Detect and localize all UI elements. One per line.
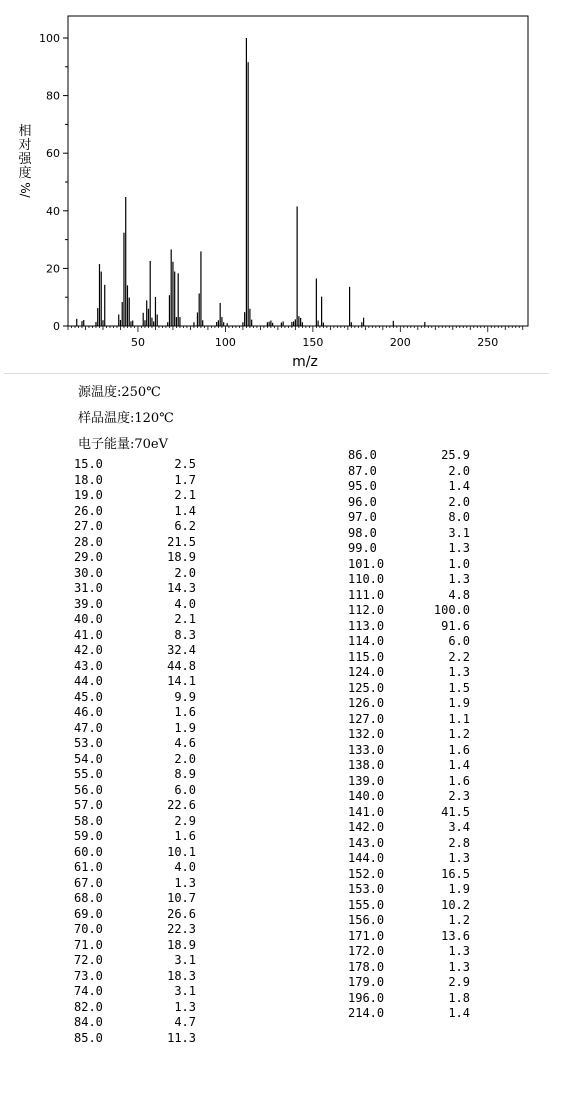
abundance-value: 3.1 xyxy=(174,953,196,967)
mz-value: 54.0 xyxy=(74,751,103,766)
abundance-value: 10.7 xyxy=(167,891,196,905)
mz-value: 98.0 xyxy=(348,525,377,540)
mz-value: 68.0 xyxy=(74,891,103,905)
mz-value: 69.0 xyxy=(74,906,103,921)
peak-table-row xyxy=(74,550,196,566)
abundance-value: 18.9 xyxy=(167,550,196,564)
peak-table-row xyxy=(348,650,470,666)
peak-table-row xyxy=(348,1006,470,1022)
abundance-value: 25.9 xyxy=(441,448,470,462)
peak-table-row xyxy=(74,907,196,923)
abundance-value: 3.1 xyxy=(174,984,196,998)
abundance-value: 2.2 xyxy=(448,649,470,664)
mz-value: 15.0 xyxy=(74,457,103,471)
mz-value: 41.0 xyxy=(74,627,103,642)
peak-table-row xyxy=(74,519,196,535)
abundance-value: 1.4 xyxy=(448,479,470,493)
electron-energy: 电子能量:70eV xyxy=(78,437,169,452)
peak-table-row xyxy=(348,913,470,929)
mz-value: 114.0 xyxy=(348,634,385,648)
abundance-value: 1.4 xyxy=(174,503,196,518)
peak-table-row xyxy=(348,898,470,914)
mz-value: 30.0 xyxy=(74,565,103,580)
mz-value: 113.0 xyxy=(348,618,385,633)
abundance-value: 10.2 xyxy=(441,897,470,912)
y-tick-label: 60 xyxy=(46,147,60,161)
peak-table-row xyxy=(74,814,196,830)
mz-value: 141.0 xyxy=(348,804,385,819)
peak-table-right xyxy=(348,448,470,1022)
x-tick-label: 150 xyxy=(302,336,324,349)
abundance-value: 4.8 xyxy=(448,587,470,602)
peak-table-row xyxy=(74,845,196,861)
mz-value: 53.0 xyxy=(74,736,103,750)
peak-table-row xyxy=(74,566,196,582)
mz-value: 152.0 xyxy=(348,866,385,881)
mz-value: 142.0 xyxy=(348,820,385,834)
peak-table-row xyxy=(74,488,196,504)
abundance-value: 4.7 xyxy=(174,1015,196,1029)
y-tick-label: 20 xyxy=(46,262,60,276)
peak-table-row xyxy=(74,535,196,551)
peak-table-row xyxy=(74,891,196,907)
peak-table-row xyxy=(348,479,470,495)
abundance-value: 2.1 xyxy=(174,488,196,502)
peak-table-row xyxy=(74,767,196,783)
abundance-value: 4.6 xyxy=(174,736,196,750)
mz-value: 72.0 xyxy=(74,953,103,967)
abundance-value: 2.0 xyxy=(174,751,196,766)
abundance-value: 22.3 xyxy=(167,922,196,936)
y-tick-label: 100 xyxy=(39,32,60,45)
mz-value: 143.0 xyxy=(348,835,385,850)
abundance-value: 1.4 xyxy=(448,1006,470,1020)
abundance-value: 1.3 xyxy=(448,851,470,865)
mz-value: 140.0 xyxy=(348,789,385,803)
abundance-value: 1.6 xyxy=(448,742,470,757)
mz-value: 133.0 xyxy=(348,742,385,757)
abundance-value: 6.0 xyxy=(174,782,196,797)
peak-table-row xyxy=(348,557,470,573)
mz-value: 61.0 xyxy=(74,860,103,874)
peak-table-row xyxy=(348,789,470,805)
mz-value: 179.0 xyxy=(348,975,385,989)
x-tick-label: 200 xyxy=(389,336,411,349)
peak-table-row xyxy=(348,758,470,774)
peak-table-row xyxy=(74,1000,196,1016)
abundance-value: 1.5 xyxy=(448,680,470,695)
peak-table-row xyxy=(348,836,470,852)
mz-value: 58.0 xyxy=(74,813,103,828)
abundance-value: 2.1 xyxy=(174,612,196,626)
mz-value: 99.0 xyxy=(348,541,377,555)
peak-table-row xyxy=(74,690,196,706)
y-axis-label xyxy=(17,125,33,197)
abundance-value: 1.2 xyxy=(448,913,470,927)
y-axis-label-char: 相 xyxy=(18,124,32,139)
mz-value: 155.0 xyxy=(348,897,385,912)
mz-value: 172.0 xyxy=(348,944,385,958)
abundance-value: 1.6 xyxy=(174,705,196,719)
mz-value: 67.0 xyxy=(74,875,103,890)
mz-value: 87.0 xyxy=(348,463,377,478)
mz-value: 127.0 xyxy=(348,711,385,726)
mz-value: 29.0 xyxy=(74,550,103,564)
peak-table-row xyxy=(348,603,470,619)
mz-value: 56.0 xyxy=(74,782,103,797)
peak-table-row xyxy=(348,944,470,960)
mz-value: 45.0 xyxy=(74,689,103,704)
abundance-value: 14.1 xyxy=(167,674,196,688)
mz-value: 115.0 xyxy=(348,649,385,664)
mz-value: 27.0 xyxy=(74,519,103,533)
peak-table-row xyxy=(348,495,470,511)
abundance-value: 22.6 xyxy=(167,798,196,812)
abundance-value: 1.0 xyxy=(448,556,470,571)
abundance-value: 11.3 xyxy=(167,1030,196,1045)
abundance-value: 4.0 xyxy=(174,596,196,611)
abundance-value: 21.5 xyxy=(167,534,196,549)
mz-value: 57.0 xyxy=(74,798,103,812)
y-axis-unit: %/ xyxy=(18,182,32,198)
abundance-value: 16.5 xyxy=(441,866,470,881)
separator-line xyxy=(4,373,549,374)
peak-table-row xyxy=(348,510,470,526)
peak-table-row xyxy=(74,457,196,473)
peak-table-row xyxy=(74,721,196,737)
plot-area-frame xyxy=(68,16,528,326)
peak-table-row xyxy=(348,448,470,464)
mz-value: 144.0 xyxy=(348,851,385,865)
peak-table-row xyxy=(348,634,470,650)
abundance-value: 1.3 xyxy=(448,541,470,555)
peak-table-row xyxy=(74,938,196,954)
mz-value: 43.0 xyxy=(74,658,103,673)
mz-value: 74.0 xyxy=(74,984,103,998)
mz-value: 110.0 xyxy=(348,572,385,586)
x-tick-label: 250 xyxy=(477,336,499,349)
mz-value: 153.0 xyxy=(348,882,385,896)
abundance-value: 1.3 xyxy=(448,665,470,679)
mz-value: 132.0 xyxy=(348,727,385,741)
peak-table-row xyxy=(74,860,196,876)
abundance-value: 18.9 xyxy=(167,937,196,952)
peak-table-left xyxy=(74,457,196,1046)
mz-value: 139.0 xyxy=(348,773,385,788)
mz-value: 59.0 xyxy=(74,829,103,843)
mz-value: 46.0 xyxy=(74,705,103,719)
peak-table-row xyxy=(74,953,196,969)
mz-value: 111.0 xyxy=(348,587,385,602)
peak-table-row xyxy=(348,975,470,991)
mz-value: 85.0 xyxy=(74,1030,103,1045)
peak-table-row xyxy=(348,774,470,790)
peak-table-row xyxy=(74,752,196,768)
y-axis-label-char: 度 xyxy=(18,166,32,181)
peak-table-row xyxy=(74,1031,196,1047)
mz-value: 39.0 xyxy=(74,596,103,611)
abundance-value: 3.1 xyxy=(448,525,470,540)
abundance-value: 91.6 xyxy=(441,618,470,633)
mz-value: 101.0 xyxy=(348,556,385,571)
peak-table-row xyxy=(74,628,196,644)
abundance-value: 1.4 xyxy=(448,758,470,772)
peak-table-row xyxy=(74,612,196,628)
peak-table-row xyxy=(348,805,470,821)
abundance-value: 41.5 xyxy=(441,804,470,819)
mz-value: 28.0 xyxy=(74,534,103,549)
peak-table-row xyxy=(74,473,196,489)
mz-value: 97.0 xyxy=(348,510,377,524)
mz-value: 70.0 xyxy=(74,922,103,936)
abundance-value: 2.9 xyxy=(174,813,196,828)
abundance-value: 6.2 xyxy=(174,519,196,533)
mz-value: 138.0 xyxy=(348,758,385,772)
abundance-value: 1.9 xyxy=(448,882,470,896)
peak-table-row xyxy=(348,743,470,759)
abundance-value: 1.9 xyxy=(174,720,196,735)
mz-value: 26.0 xyxy=(74,503,103,518)
abundance-value: 4.0 xyxy=(174,860,196,874)
peak-table-row xyxy=(74,674,196,690)
abundance-value: 1.7 xyxy=(174,472,196,487)
y-tick-label: 40 xyxy=(46,204,60,218)
source-temperature: 源温度:250℃ xyxy=(78,385,161,400)
peak-table-row xyxy=(74,705,196,721)
abundance-value: 1.1 xyxy=(448,711,470,726)
y-tick-label: 0 xyxy=(53,320,60,333)
peak-table-row xyxy=(74,597,196,613)
abundance-value: 2.0 xyxy=(174,565,196,580)
mz-value: 112.0 xyxy=(348,603,385,617)
abundance-value: 1.9 xyxy=(448,696,470,710)
abundance-value: 1.6 xyxy=(448,773,470,788)
abundance-value: 1.3 xyxy=(174,999,196,1014)
sample-temperature: 样品温度:120℃ xyxy=(78,411,174,426)
peak-table-row xyxy=(348,681,470,697)
peak-table-row xyxy=(74,829,196,845)
abundance-value: 3.4 xyxy=(448,820,470,834)
abundance-value: 1.8 xyxy=(448,990,470,1005)
mz-value: 95.0 xyxy=(348,479,377,493)
mz-value: 71.0 xyxy=(74,937,103,952)
abundance-value: 2.0 xyxy=(448,494,470,509)
peak-table-row xyxy=(74,736,196,752)
peak-table-row xyxy=(74,581,196,597)
abundance-value: 14.3 xyxy=(167,581,196,595)
peak-table-row xyxy=(348,867,470,883)
peak-table-row xyxy=(348,712,470,728)
y-axis-label-text xyxy=(17,125,33,181)
abundance-value: 1.3 xyxy=(448,959,470,974)
peak-table-row xyxy=(74,969,196,985)
peak-table-row xyxy=(348,541,470,557)
x-tick-label: 100 xyxy=(214,336,236,349)
mz-value: 171.0 xyxy=(348,928,385,943)
mz-value: 42.0 xyxy=(74,643,103,657)
abundance-value: 1.3 xyxy=(448,572,470,586)
x-axis-label: m/z xyxy=(292,354,318,370)
abundance-value: 9.9 xyxy=(174,689,196,704)
mz-value: 19.0 xyxy=(74,488,103,502)
peak-table-row xyxy=(348,526,470,542)
abundance-value: 1.3 xyxy=(448,944,470,958)
peak-table-row xyxy=(348,960,470,976)
peak-table-row xyxy=(348,727,470,743)
peak-table-row xyxy=(74,659,196,675)
abundance-value: 2.0 xyxy=(448,463,470,478)
mz-value: 178.0 xyxy=(348,959,385,974)
peak-table-row xyxy=(74,922,196,938)
mz-value: 18.0 xyxy=(74,472,103,487)
mz-value: 84.0 xyxy=(74,1015,103,1029)
mz-value: 47.0 xyxy=(74,720,103,735)
peak-table-row xyxy=(348,991,470,1007)
mz-value: 31.0 xyxy=(74,581,103,595)
abundance-value: 8.0 xyxy=(448,510,470,524)
peak-table-row xyxy=(348,882,470,898)
abundance-value: 1.2 xyxy=(448,727,470,741)
abundance-value: 10.1 xyxy=(167,844,196,859)
mz-value: 73.0 xyxy=(74,968,103,983)
mz-value: 60.0 xyxy=(74,844,103,859)
mz-value: 124.0 xyxy=(348,665,385,679)
mz-value: 196.0 xyxy=(348,990,385,1005)
abundance-value: 2.8 xyxy=(448,835,470,850)
peak-table-row xyxy=(348,464,470,480)
peak-table-row xyxy=(348,696,470,712)
peak-table-row xyxy=(348,929,470,945)
y-axis-label-char: 对 xyxy=(18,138,32,153)
abundance-value: 8.3 xyxy=(174,627,196,642)
peak-table-row xyxy=(348,851,470,867)
mz-value: 55.0 xyxy=(74,767,103,781)
abundance-value: 32.4 xyxy=(167,643,196,657)
abundance-value: 13.6 xyxy=(441,928,470,943)
x-tick-label: 50 xyxy=(130,336,145,349)
peak-table-row xyxy=(74,1015,196,1031)
peak-table-row xyxy=(348,588,470,604)
mz-value: 44.0 xyxy=(74,674,103,688)
peak-table-row xyxy=(74,504,196,520)
peak-table-row xyxy=(74,876,196,892)
mz-value: 40.0 xyxy=(74,612,103,626)
abundance-value: 100.0 xyxy=(433,603,470,617)
mz-value: 82.0 xyxy=(74,999,103,1014)
abundance-value: 1.6 xyxy=(174,829,196,843)
peak-table-row xyxy=(74,643,196,659)
mz-value: 214.0 xyxy=(348,1006,385,1020)
peak-table-row xyxy=(348,619,470,635)
mz-value: 126.0 xyxy=(348,696,385,710)
y-tick-label: 80 xyxy=(46,89,60,103)
peak-table-row xyxy=(348,572,470,588)
mz-value: 96.0 xyxy=(348,494,377,509)
peak-table-row xyxy=(74,783,196,799)
mz-value: 156.0 xyxy=(348,913,385,927)
mass-spectrum-chart xyxy=(0,0,570,372)
peak-table-row xyxy=(348,820,470,836)
abundance-value: 8.9 xyxy=(174,767,196,781)
abundance-value: 2.5 xyxy=(174,457,196,471)
abundance-value: 6.0 xyxy=(448,634,470,648)
peak-table-row xyxy=(74,984,196,1000)
y-axis-label-char: 强 xyxy=(18,152,32,167)
mz-value: 125.0 xyxy=(348,680,385,695)
abundance-value: 1.3 xyxy=(174,875,196,890)
abundance-value: 18.3 xyxy=(167,968,196,983)
peak-table-row xyxy=(74,798,196,814)
abundance-value: 26.6 xyxy=(167,906,196,921)
mz-value: 86.0 xyxy=(348,448,377,462)
abundance-value: 2.3 xyxy=(448,789,470,803)
abundance-value: 2.9 xyxy=(448,975,470,989)
peak-table-row xyxy=(348,665,470,681)
abundance-value: 44.8 xyxy=(167,658,196,673)
